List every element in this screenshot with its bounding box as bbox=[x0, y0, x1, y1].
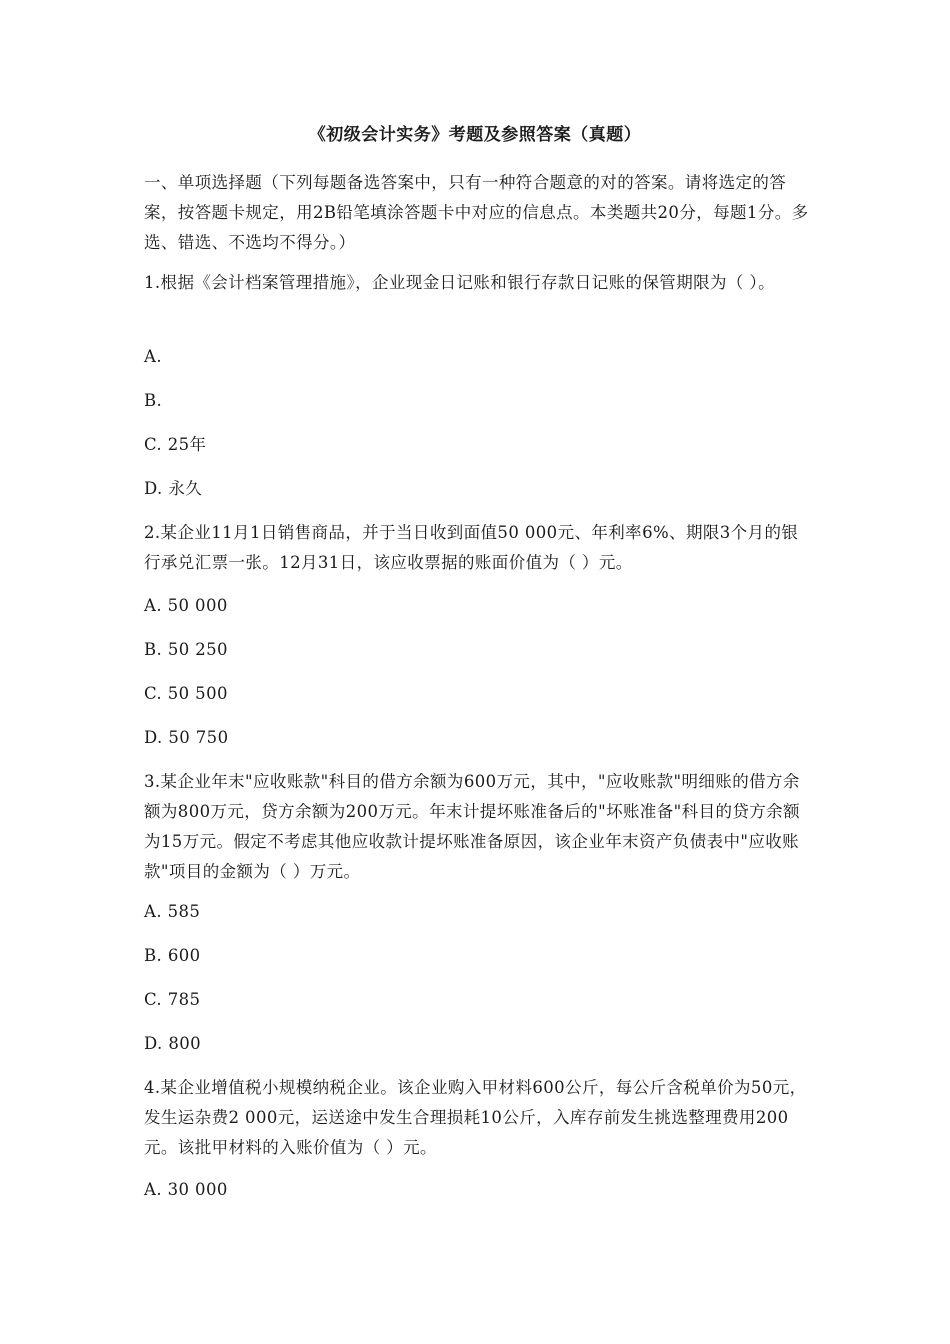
question-4-option-a: A. 30 000 bbox=[144, 1180, 228, 1199]
question-3-option-a: A. 585 bbox=[144, 902, 201, 921]
question-3-option-c: C. 785 bbox=[144, 990, 201, 1009]
question-1-option-c: C. 25年 bbox=[144, 435, 207, 454]
document-title: 《初级会计实务》考题及参照答案（真题） bbox=[308, 125, 642, 145]
question-2-option-c: C. 50 500 bbox=[144, 684, 228, 703]
question-4-stem: 4.某企业增值税小规模纳税企业。该企业购入甲材料600公斤，每公斤含税单价为50元，发生运杂费2 000元，运送途中发生合理损耗10公斤，入库存前发生挑选整理费用200元。该批甲材料的入账价值为（ ）元。 bbox=[144, 1078, 807, 1157]
question-3-option-b: B. 600 bbox=[144, 946, 201, 965]
question-1-stem: 1.根据《会计档案管理措施》，企业现金日记账和银行存款日记账的保管期限为（ ）。 bbox=[144, 273, 775, 292]
question-2-option-b: B. 50 250 bbox=[144, 640, 228, 659]
question-2-option-d: D. 50 750 bbox=[144, 728, 229, 747]
question-2-stem: 2.某企业11月1日销售商品，并于当日收到面值50 000元、年利率6%、期限3个月的银行承兑汇票一张。12月31日，该应收票据的账面价值为（ ）元。 bbox=[144, 523, 799, 572]
question-1-option-a: A. bbox=[144, 347, 162, 366]
question-1-option-b: B. bbox=[144, 391, 163, 410]
question-3-stem: 3.某企业年末"应收账款"科目的借方余额为600万元，其中，"应收账款"明细账的借方余额为800万元，贷方余额为200万元。年末计提坏账准备后的"坏账准备"科目的贷方余额为15万元。假定不考虑其他应收款计提坏账准备原因，该企业年末资产负债表中"应收账款"项目的金额为（ ）万元。 bbox=[144, 772, 800, 881]
question-1-option-d: D. 永久 bbox=[144, 479, 203, 498]
question-3-option-d: D. 800 bbox=[144, 1034, 202, 1053]
question-2-option-a: A. 50 000 bbox=[144, 596, 228, 615]
section-intro: 一、单项选择题（下列每题备选答案中，只有一种符合题意的对的答案。请将选定的答案，按答题卡规定，用2B铅笔填涂答题卡中对应的信息点。本类题共20分，每题1分。多选、错选、不选均不得分。） bbox=[144, 173, 809, 252]
